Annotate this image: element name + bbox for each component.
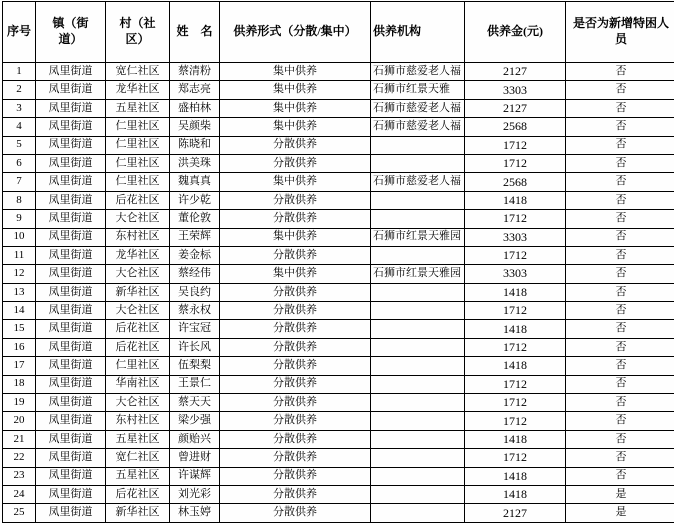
header-row: [3, 2, 674, 63]
cell-town: 凤里街道: [36, 228, 106, 246]
cell-is-new: 是: [566, 485, 674, 503]
cell-amount: 1712: [465, 394, 566, 412]
cell-town: 凤里街道: [36, 394, 106, 412]
cell-form: 分散供养: [220, 136, 371, 154]
cell-is-new: 否: [566, 467, 674, 485]
cell-form: 分散供养: [220, 210, 371, 228]
cell-institution: [371, 320, 465, 338]
cell-village: 龙华社区: [106, 246, 170, 264]
cell-village: 大仑社区: [106, 265, 170, 283]
cell-amount: 2127: [465, 99, 566, 117]
cell-town: 凤里街道: [36, 246, 106, 264]
header-is-new: 是否为新增特困人员: [566, 2, 674, 63]
cell-village: 五星社区: [106, 467, 170, 485]
cell-institution: [371, 283, 465, 301]
cell-is-new: 否: [566, 449, 674, 467]
cell-form: 分散供养: [220, 302, 371, 320]
cell-institution: [371, 210, 465, 228]
table-row: [3, 246, 674, 264]
cell-is-new: 否: [566, 265, 674, 283]
header-form: 供养形式（分散/集中）: [220, 2, 371, 63]
support-table: [2, 1, 674, 523]
cell-town: 凤里街道: [36, 467, 106, 485]
cell-form: 分散供养: [220, 467, 371, 485]
table-row: [3, 228, 674, 246]
cell-no: 23: [3, 467, 36, 485]
cell-institution: 石狮市慈爱老人福: [371, 63, 465, 81]
cell-name: 许宝冠: [170, 320, 220, 338]
cell-is-new: 否: [566, 154, 674, 172]
cell-amount: 2127: [465, 504, 566, 522]
cell-town: 凤里街道: [36, 81, 106, 99]
cell-no: 6: [3, 154, 36, 172]
cell-amount: 1712: [465, 449, 566, 467]
table-row: [3, 265, 674, 283]
cell-institution: [371, 504, 465, 522]
table-row: [3, 99, 674, 117]
cell-amount: 1418: [465, 485, 566, 503]
cell-name: 伍梨梨: [170, 357, 220, 375]
cell-no: 14: [3, 302, 36, 320]
cell-name: 蔡清粉: [170, 63, 220, 81]
cell-amount: 1418: [465, 191, 566, 209]
cell-is-new: 否: [566, 99, 674, 117]
cell-no: 8: [3, 191, 36, 209]
cell-amount: 3303: [465, 265, 566, 283]
cell-institution: 石狮市红景天雅园: [371, 228, 465, 246]
cell-no: 7: [3, 173, 36, 191]
cell-amount: 1712: [465, 375, 566, 393]
cell-village: 东村社区: [106, 412, 170, 430]
table-row: [3, 63, 674, 81]
cell-no: 19: [3, 394, 36, 412]
cell-name: 蔡永权: [170, 302, 220, 320]
cell-form: 分散供养: [220, 394, 371, 412]
table-row: [3, 302, 674, 320]
cell-name: 魏真真: [170, 173, 220, 191]
cell-town: 凤里街道: [36, 504, 106, 522]
cell-village: 后花社区: [106, 320, 170, 338]
cell-name: 蔡经伟: [170, 265, 220, 283]
cell-form: 集中供养: [220, 81, 371, 99]
cell-village: 东村社区: [106, 228, 170, 246]
cell-village: 大仑社区: [106, 394, 170, 412]
cell-form: 分散供养: [220, 504, 371, 522]
cell-is-new: 否: [566, 246, 674, 264]
cell-no: 1: [3, 63, 36, 81]
cell-no: 24: [3, 485, 36, 503]
cell-is-new: 否: [566, 412, 674, 430]
cell-institution: 石狮市慈爱老人福: [371, 99, 465, 117]
cell-no: 17: [3, 357, 36, 375]
cell-name: 颜贻兴: [170, 430, 220, 448]
header-name: 姓 名: [170, 2, 220, 63]
cell-town: 凤里街道: [36, 338, 106, 356]
cell-name: 郑志亮: [170, 81, 220, 99]
cell-town: 凤里街道: [36, 302, 106, 320]
cell-amount: 2127: [465, 63, 566, 81]
table-row: [3, 191, 674, 209]
cell-is-new: 否: [566, 136, 674, 154]
cell-form: 分散供养: [220, 485, 371, 503]
cell-institution: [371, 375, 465, 393]
cell-town: 凤里街道: [36, 154, 106, 172]
cell-name: 林玉婷: [170, 504, 220, 522]
cell-town: 凤里街道: [36, 283, 106, 301]
cell-no: 9: [3, 210, 36, 228]
cell-village: 大仑社区: [106, 210, 170, 228]
cell-form: 集中供养: [220, 63, 371, 81]
cell-name: 王荣辉: [170, 228, 220, 246]
cell-name: 蔡天天: [170, 394, 220, 412]
cell-form: 分散供养: [220, 412, 371, 430]
cell-name: 许谋辉: [170, 467, 220, 485]
cell-no: 20: [3, 412, 36, 430]
cell-no: 16: [3, 338, 36, 356]
cell-name: 许少乾: [170, 191, 220, 209]
cell-is-new: 否: [566, 375, 674, 393]
cell-is-new: 否: [566, 430, 674, 448]
cell-town: 凤里街道: [36, 320, 106, 338]
cell-amount: 1418: [465, 467, 566, 485]
cell-amount: 1418: [465, 357, 566, 375]
cell-no: 4: [3, 118, 36, 136]
cell-is-new: 否: [566, 357, 674, 375]
cell-institution: [371, 430, 465, 448]
cell-is-new: 否: [566, 191, 674, 209]
cell-name: 梁少强: [170, 412, 220, 430]
cell-town: 凤里街道: [36, 485, 106, 503]
header-town: 镇（街道）: [36, 2, 106, 63]
cell-institution: [371, 154, 465, 172]
table-row: [3, 81, 674, 99]
cell-amount: 1712: [465, 302, 566, 320]
cell-village: 五星社区: [106, 99, 170, 117]
cell-institution: [371, 357, 465, 375]
cell-name: 许长风: [170, 338, 220, 356]
cell-village: 五星社区: [106, 430, 170, 448]
cell-amount: 1418: [465, 430, 566, 448]
cell-name: 吴颜柴: [170, 118, 220, 136]
cell-town: 凤里街道: [36, 118, 106, 136]
cell-is-new: 否: [566, 63, 674, 81]
table-row: [3, 449, 674, 467]
cell-form: 分散供养: [220, 191, 371, 209]
header-amount: 供养金(元): [465, 2, 566, 63]
cell-institution: [371, 338, 465, 356]
header-no: 序号: [3, 2, 36, 63]
cell-village: 仁里社区: [106, 357, 170, 375]
cell-form: 集中供养: [220, 118, 371, 136]
cell-town: 凤里街道: [36, 99, 106, 117]
cell-institution: [371, 412, 465, 430]
cell-no: 11: [3, 246, 36, 264]
cell-town: 凤里街道: [36, 210, 106, 228]
cell-village: 仁里社区: [106, 173, 170, 191]
cell-town: 凤里街道: [36, 412, 106, 430]
cell-form: 分散供养: [220, 430, 371, 448]
cell-town: 凤里街道: [36, 357, 106, 375]
cell-no: 2: [3, 81, 36, 99]
cell-is-new: 否: [566, 338, 674, 356]
cell-institution: [371, 449, 465, 467]
cell-form: 集中供养: [220, 99, 371, 117]
table-row: [3, 338, 674, 356]
cell-town: 凤里街道: [36, 430, 106, 448]
cell-no: 12: [3, 265, 36, 283]
cell-village: 宽仁社区: [106, 63, 170, 81]
cell-town: 凤里街道: [36, 265, 106, 283]
table-row: [3, 467, 674, 485]
cell-village: 后花社区: [106, 191, 170, 209]
cell-village: 宽仁社区: [106, 449, 170, 467]
cell-is-new: 否: [566, 394, 674, 412]
cell-no: 15: [3, 320, 36, 338]
cell-name: 陈晓和: [170, 136, 220, 154]
table-row: [3, 412, 674, 430]
cell-no: 13: [3, 283, 36, 301]
cell-amount: 1712: [465, 338, 566, 356]
cell-form: 分散供养: [220, 154, 371, 172]
cell-is-new: 否: [566, 118, 674, 136]
cell-is-new: 否: [566, 81, 674, 99]
table-row: [3, 485, 674, 503]
cell-name: 曾进财: [170, 449, 220, 467]
cell-village: 华南社区: [106, 375, 170, 393]
cell-no: 10: [3, 228, 36, 246]
cell-amount: 1712: [465, 210, 566, 228]
cell-town: 凤里街道: [36, 173, 106, 191]
cell-village: 仁里社区: [106, 136, 170, 154]
cell-name: 洪美珠: [170, 154, 220, 172]
cell-village: 新华社区: [106, 504, 170, 522]
table-row: [3, 283, 674, 301]
cell-amount: 1418: [465, 283, 566, 301]
table-row: [3, 320, 674, 338]
table-row: [3, 430, 674, 448]
cell-form: 分散供养: [220, 338, 371, 356]
cell-form: 分散供养: [220, 375, 371, 393]
cell-name: 盛柏林: [170, 99, 220, 117]
cell-name: 刘光彩: [170, 485, 220, 503]
cell-town: 凤里街道: [36, 449, 106, 467]
cell-village: 新华社区: [106, 283, 170, 301]
cell-village: 后花社区: [106, 338, 170, 356]
table-row: [3, 154, 674, 172]
cell-town: 凤里街道: [36, 375, 106, 393]
cell-institution: [371, 246, 465, 264]
cell-amount: 1712: [465, 154, 566, 172]
cell-is-new: 否: [566, 302, 674, 320]
cell-village: 大仑社区: [106, 302, 170, 320]
table-row: [3, 136, 674, 154]
cell-is-new: 否: [566, 228, 674, 246]
cell-amount: 1712: [465, 412, 566, 430]
cell-institution: [371, 191, 465, 209]
cell-village: 仁里社区: [106, 154, 170, 172]
cell-town: 凤里街道: [36, 136, 106, 154]
cell-is-new: 否: [566, 210, 674, 228]
cell-institution: 石狮市慈爱老人福: [371, 118, 465, 136]
cell-name: 吴良约: [170, 283, 220, 301]
table-body: [3, 63, 674, 523]
cell-form: 分散供养: [220, 283, 371, 301]
cell-amount: 3303: [465, 81, 566, 99]
cell-amount: 2568: [465, 173, 566, 191]
cell-form: 分散供养: [220, 357, 371, 375]
table-row: [3, 118, 674, 136]
cell-name: 姜金标: [170, 246, 220, 264]
cell-no: 21: [3, 430, 36, 448]
cell-institution: [371, 136, 465, 154]
cell-institution: 石狮市红景天雅: [371, 81, 465, 99]
cell-form: 分散供养: [220, 449, 371, 467]
cell-amount: 2568: [465, 118, 566, 136]
table-row: [3, 357, 674, 375]
cell-no: 3: [3, 99, 36, 117]
cell-form: 集中供养: [220, 265, 371, 283]
cell-is-new: 否: [566, 283, 674, 301]
cell-institution: [371, 302, 465, 320]
cell-town: 凤里街道: [36, 63, 106, 81]
cell-village: 后花社区: [106, 485, 170, 503]
header-institution: 供养机构: [371, 2, 465, 63]
cell-is-new: 是: [566, 504, 674, 522]
cell-village: 仁里社区: [106, 118, 170, 136]
cell-is-new: 否: [566, 320, 674, 338]
cell-form: 分散供养: [220, 246, 371, 264]
table-row: [3, 375, 674, 393]
cell-institution: [371, 394, 465, 412]
cell-institution: 石狮市红景天雅园: [371, 265, 465, 283]
cell-institution: [371, 467, 465, 485]
table-row: [3, 394, 674, 412]
cell-amount: 1712: [465, 246, 566, 264]
cell-town: 凤里街道: [36, 191, 106, 209]
cell-amount: 1712: [465, 136, 566, 154]
cell-no: 18: [3, 375, 36, 393]
cell-name: 王景仁: [170, 375, 220, 393]
table-row: [3, 504, 674, 522]
cell-no: 22: [3, 449, 36, 467]
cell-amount: 3303: [465, 228, 566, 246]
cell-village: 龙华社区: [106, 81, 170, 99]
cell-no: 5: [3, 136, 36, 154]
cell-is-new: 否: [566, 173, 674, 191]
table-row: [3, 210, 674, 228]
table-row: [3, 173, 674, 191]
cell-institution: 石狮市慈爱老人福: [371, 173, 465, 191]
header-village: 村（社区）: [106, 2, 170, 63]
cell-institution: [371, 485, 465, 503]
cell-form: 集中供养: [220, 228, 371, 246]
cell-name: 董伦敦: [170, 210, 220, 228]
cell-amount: 1418: [465, 320, 566, 338]
cell-form: 集中供养: [220, 173, 371, 191]
cell-form: 分散供养: [220, 320, 371, 338]
cell-no: 25: [3, 504, 36, 522]
